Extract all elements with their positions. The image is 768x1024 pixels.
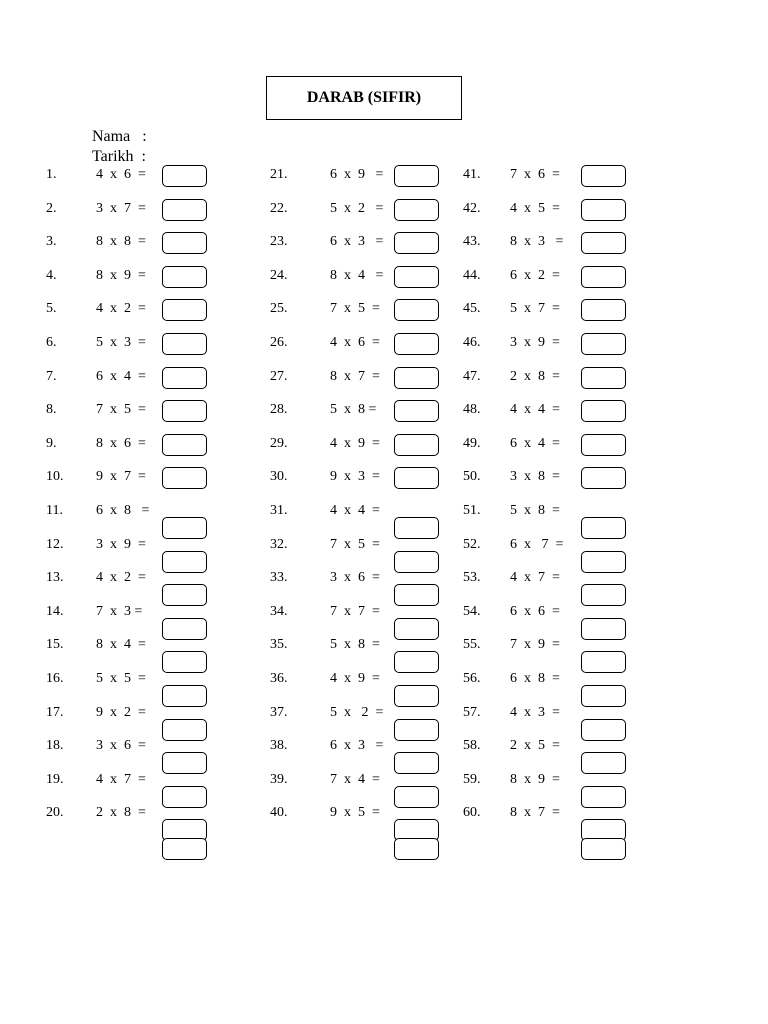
answer-box[interactable] [162, 434, 207, 456]
question-text: 3 x 8 = [510, 469, 560, 485]
question-text: 6 x 6 = [510, 603, 560, 619]
answer-box[interactable] [394, 752, 439, 774]
answer-box[interactable] [162, 333, 207, 355]
question-number: 38. [270, 738, 288, 754]
question-number: 28. [270, 402, 288, 418]
answer-box[interactable] [162, 517, 207, 539]
question-number: 29. [270, 435, 288, 451]
answer-box[interactable] [162, 165, 207, 187]
question-number: 27. [270, 368, 288, 384]
answer-box[interactable] [162, 551, 207, 573]
question-text: 2 x 8 = [96, 805, 146, 821]
question-text: 3 x 6 = [96, 738, 146, 754]
answer-box[interactable] [162, 838, 207, 860]
question-number: 16. [46, 671, 64, 686]
question-number: 52. [463, 536, 481, 552]
question-text: 4 x 9 = [330, 435, 380, 451]
question-number: 9. [46, 435, 57, 451]
question-number: 24. [270, 267, 288, 283]
answer-box[interactable] [394, 618, 439, 640]
question-number: 55. [463, 637, 481, 653]
answer-box[interactable] [581, 299, 626, 321]
question-text: 6 x 4 = [96, 368, 146, 384]
question-number: 2. [46, 200, 57, 216]
answer-box[interactable] [394, 584, 439, 606]
answer-box[interactable] [162, 618, 207, 640]
question-number: 18. [46, 738, 64, 754]
question-number: 39. [270, 771, 288, 787]
question-number: 11. [46, 503, 63, 518]
question-number: 35. [270, 637, 288, 653]
answer-box[interactable] [162, 685, 207, 707]
question-text: 4 x 9 = [330, 671, 380, 686]
question-number: 33. [270, 570, 288, 586]
answer-box[interactable] [581, 719, 626, 741]
question-text: 9 x 5 = [330, 805, 380, 821]
question-text: 6 x 7 = [510, 536, 564, 552]
answer-box[interactable] [394, 299, 439, 321]
question-number: 23. [270, 234, 288, 250]
answer-box[interactable] [581, 838, 626, 860]
worksheet-title: DARAB (SIFIR) [266, 76, 462, 120]
question-text: 5 x 8 = [510, 503, 560, 518]
question-number: 12. [46, 536, 64, 552]
question-text: 4 x 3 = [510, 704, 560, 720]
question-text: 7 x 5 = [330, 536, 380, 552]
answer-box[interactable] [581, 333, 626, 355]
answer-box[interactable] [162, 752, 207, 774]
question-text: 4 x 4 = [510, 402, 560, 418]
question-text: 3 x 6 = [330, 570, 380, 586]
question-text: 4 x 5 = [510, 200, 560, 216]
answer-box[interactable] [581, 400, 626, 422]
question-text: 4 x 2 = [96, 301, 146, 317]
question-number: 54. [463, 603, 481, 619]
question-text: 5 x 2 = [330, 200, 384, 216]
question-text: 9 x 7 = [96, 469, 146, 485]
question-number: 26. [270, 335, 288, 350]
question-number: 43. [463, 234, 481, 250]
question-text: 7 x 5 = [96, 402, 146, 418]
question-text: 5 x 8 = [330, 402, 377, 418]
question-number: 58. [463, 738, 481, 754]
question-text: 8 x 3 = [510, 234, 564, 250]
question-number: 25. [270, 301, 288, 317]
question-text: 4 x 7 = [510, 570, 560, 586]
question-text: 6 x 8 = [96, 503, 150, 518]
question-number: 31. [270, 503, 288, 518]
question-number: 51. [463, 503, 481, 518]
question-text: 6 x 4 = [510, 435, 560, 451]
question-number: 60. [463, 805, 481, 821]
question-text: 5 x 5 = [96, 671, 146, 686]
answer-box[interactable] [581, 467, 626, 489]
answer-box[interactable] [162, 400, 207, 422]
answer-box[interactable] [394, 434, 439, 456]
question-number: 5. [46, 301, 57, 317]
answer-box[interactable] [581, 199, 626, 221]
answer-box[interactable] [581, 266, 626, 288]
question-text: 7 x 9 = [510, 637, 560, 653]
answer-box[interactable] [581, 752, 626, 774]
answer-box[interactable] [581, 551, 626, 573]
answer-box[interactable] [581, 434, 626, 456]
question-text: 8 x 9 = [96, 267, 146, 283]
answer-box[interactable] [581, 651, 626, 673]
question-number: 10. [46, 469, 64, 485]
answer-box[interactable] [394, 685, 439, 707]
answer-box[interactable] [162, 232, 207, 254]
question-number: 32. [270, 536, 288, 552]
question-text: 8 x 4 = [96, 637, 146, 653]
answer-box[interactable] [162, 719, 207, 741]
question-text: 4 x 6 = [330, 335, 380, 350]
answer-box[interactable] [394, 266, 439, 288]
question-text: 7 x 3 = [96, 603, 143, 619]
question-number: 56. [463, 671, 481, 686]
answer-box[interactable] [581, 786, 626, 808]
question-text: 8 x 7 = [510, 805, 560, 821]
answer-box[interactable] [394, 786, 439, 808]
question-text: 6 x 3 = [330, 234, 384, 250]
answer-box[interactable] [162, 367, 207, 389]
answer-box[interactable] [394, 719, 439, 741]
question-number: 45. [463, 301, 481, 317]
question-number: 48. [463, 402, 481, 418]
answer-box[interactable] [394, 467, 439, 489]
answer-box[interactable] [394, 333, 439, 355]
question-text: 4 x 7 = [96, 771, 146, 787]
question-text: 5 x 8 = [330, 637, 380, 653]
question-text: 4 x 6 = [96, 167, 146, 182]
answer-box[interactable] [394, 838, 439, 860]
question-number: 57. [463, 704, 481, 720]
question-number: 44. [463, 267, 481, 283]
answer-box[interactable] [581, 584, 626, 606]
question-text: 8 x 4 = [330, 267, 384, 283]
question-text: 5 x 3 = [96, 335, 146, 350]
question-number: 17. [46, 704, 64, 720]
question-number: 53. [463, 570, 481, 586]
question-text: 3 x 7 = [96, 200, 146, 216]
question-text: 7 x 6 = [510, 167, 560, 182]
question-text: 3 x 9 = [510, 335, 560, 350]
question-text: 3 x 9 = [96, 536, 146, 552]
question-text: 6 x 2 = [510, 267, 560, 283]
question-number: 42. [463, 200, 481, 216]
question-text: 8 x 8 = [96, 234, 146, 250]
question-number: 34. [270, 603, 288, 619]
answer-box[interactable] [394, 651, 439, 673]
question-text: 2 x 5 = [510, 738, 560, 754]
question-text: 9 x 3 = [330, 469, 380, 485]
answer-box[interactable] [394, 367, 439, 389]
question-text: 5 x 2 = [330, 704, 384, 720]
question-number: 14. [46, 603, 64, 619]
question-text: 7 x 5 = [330, 301, 380, 317]
question-number: 3. [46, 234, 57, 250]
answer-box[interactable] [394, 165, 439, 187]
tarikh-label: Tarikh : [92, 148, 146, 165]
question-text: 6 x 3 = [330, 738, 384, 754]
nama-label: Nama : [92, 128, 147, 145]
answer-box[interactable] [394, 199, 439, 221]
answer-box[interactable] [162, 299, 207, 321]
question-number: 22. [270, 200, 288, 216]
question-text: 6 x 8 = [510, 671, 560, 686]
answer-box[interactable] [394, 517, 439, 539]
question-text: 8 x 6 = [96, 435, 146, 451]
question-number: 50. [463, 469, 481, 485]
question-number: 19. [46, 771, 64, 787]
question-text: 4 x 2 = [96, 570, 146, 586]
question-number: 37. [270, 704, 288, 720]
question-text: 7 x 4 = [330, 771, 380, 787]
answer-box[interactable] [581, 517, 626, 539]
question-number: 15. [46, 637, 64, 653]
question-number: 21. [270, 167, 288, 182]
answer-box[interactable] [162, 199, 207, 221]
question-number: 46. [463, 335, 481, 350]
question-number: 41. [463, 167, 481, 182]
question-number: 8. [46, 402, 57, 418]
question-number: 7. [46, 368, 57, 384]
question-text: 9 x 2 = [96, 704, 146, 720]
answer-box[interactable] [162, 467, 207, 489]
answer-box[interactable] [162, 266, 207, 288]
question-number: 49. [463, 435, 481, 451]
question-number: 47. [463, 368, 481, 384]
answer-box[interactable] [581, 618, 626, 640]
question-number: 6. [46, 335, 57, 350]
answer-box[interactable] [394, 232, 439, 254]
answer-box[interactable] [581, 367, 626, 389]
question-text: 2 x 8 = [510, 368, 560, 384]
answer-box[interactable] [162, 786, 207, 808]
question-number: 30. [270, 469, 288, 485]
question-text: 7 x 7 = [330, 603, 380, 619]
question-number: 1. [46, 167, 57, 182]
question-text: 4 x 4 = [330, 503, 380, 518]
answer-box[interactable] [394, 551, 439, 573]
answer-box[interactable] [581, 685, 626, 707]
question-number: 36. [270, 671, 288, 686]
answer-box[interactable] [162, 651, 207, 673]
answer-box[interactable] [394, 400, 439, 422]
question-number: 40. [270, 805, 288, 821]
question-text: 6 x 9 = [330, 167, 384, 182]
question-number: 13. [46, 570, 64, 586]
answer-box[interactable] [162, 584, 207, 606]
question-text: 8 x 7 = [330, 368, 380, 384]
question-text: 8 x 9 = [510, 771, 560, 787]
question-number: 4. [46, 267, 57, 283]
question-number: 20. [46, 805, 64, 821]
answer-box[interactable] [581, 232, 626, 254]
question-text: 5 x 7 = [510, 301, 560, 317]
question-number: 59. [463, 771, 481, 787]
answer-box[interactable] [581, 165, 626, 187]
